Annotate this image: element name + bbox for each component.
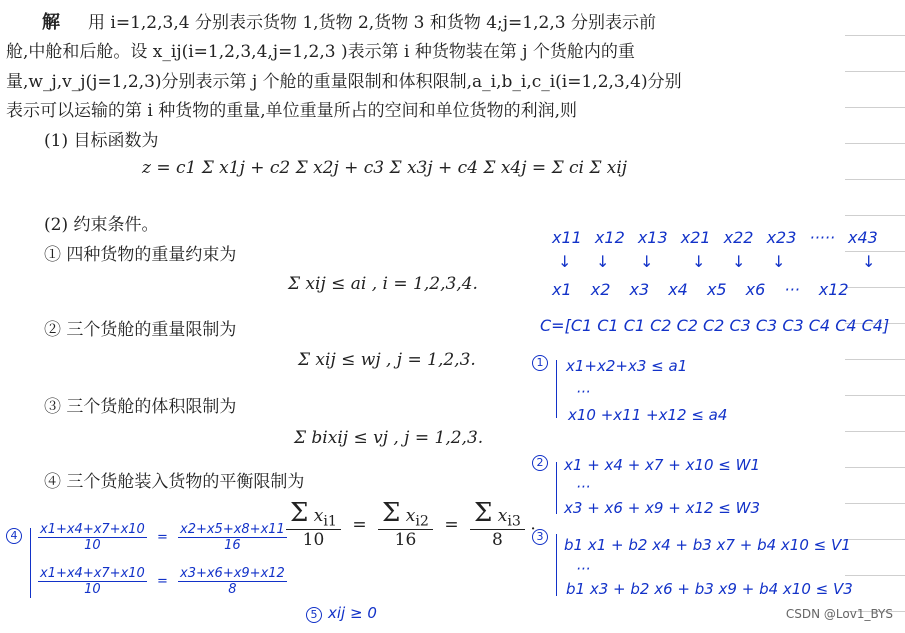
down-arrow-icon: ↓ [596,252,610,271]
hand-n3-b: b1 x3 + b2 x6 + b3 x9 + b4 x10 ≤ V3 [566,580,853,598]
hand-mark-4: 4 [6,525,22,544]
hand-mark-5: 5 [306,604,322,623]
constraint-4-title: ④ 三个货舱装入货物的平衡限制为 [44,472,305,492]
hand-n1-a: x1+x2+x3 ≤ a1 [566,357,688,375]
hand-n3-a: b1 x1 + b2 x4 + b3 x7 + b4 x10 ≤ V1 [564,536,851,554]
down-arrow-icon: ↓ [558,252,572,271]
down-arrow-icon: ↓ [772,252,786,271]
constraint-3-formula: Σ bixij ≤ vj , j = 1,2,3. [294,428,484,448]
solution-line-4: 表示可以运输的第 i 种货物的重量,单位重量所占的空间和单位货物的利润,则 [6,101,578,121]
constraint-2-formula: Σ xij ≤ wj , j = 1,2,3. [298,350,476,370]
solution-line-2: 舱,中舱和后舱。设 x_ij(i=1,2,3,4,j=1,2,3 )表示第 i 种货物装在第 j 个货舱内的重 [6,42,635,62]
constraint-2-title: ② 三个货舱的重量限制为 [44,320,237,340]
balance-frac-2: $\frac{\Sigma x_{i2}}{16}$ [378,500,433,550]
objective-heading: (1) 目标函数为 [44,131,159,151]
hand-n2-a: x1 + x4 + x7 + x10 ≤ W1 [564,456,761,474]
constraint-3-title: ③ 三个货舱的体积限制为 [44,397,237,417]
hand-mark-2: 2 [532,452,548,471]
hand-n1-b: x10 +x11 +x12 ≤ a4 [568,406,728,424]
hand-balance-eq-2: $\frac{x1+x4+x7+x10}{10}$ = $\frac{x3+x6+x9+x12}{8}$ [40,566,285,597]
down-arrow-icon: ↓ [732,252,746,271]
hand-brace-2 [556,462,557,514]
solution-label: 解 [42,12,60,33]
hand-balance-eq-1: $\frac{x1+x4+x7+x10}{10}$ = $\frac{x2+x5+x8+x11}{16}$ [40,522,285,553]
constraint-1-title: ① 四种货物的重量约束为 [44,245,237,265]
balance-frac-1: $\frac{\Sigma x_{i1}}{10}$ [286,500,341,550]
hand-index-row: x1 x2 x3 x4 x5 x6 ··· x12 [552,280,849,299]
hand-brace-1 [556,360,557,418]
hand-brace-4 [30,528,31,598]
hand-n2-b: x3 + x6 + x9 + x12 ≤ W3 [564,499,761,517]
constraint-1-formula: Σ xij ≤ ai , i = 1,2,3,4. [288,274,478,294]
hand-brace-3 [556,534,557,596]
hand-mark-3: 3 [532,526,548,545]
hand-c-vector: C=[C1 C1 C1 C2 C2 C2 C3 C3 C3 C4 C4 C4] [540,316,890,335]
solution-line-3: 量,w_j,v_j(j=1,2,3)分别表示第 j 个舱的重量限制和体积限制,a_i,b_i,c_i(i=1,2,3,4)分别 [6,72,682,92]
hand-n2-dots: ··· [576,478,591,496]
watermark: CSDN @Lov1_BYS [785,607,893,621]
hand-n5: xij ≥ 0 [328,604,377,622]
hand-n3-dots: ··· [576,560,591,578]
hand-n1-dots: ··· [576,383,591,401]
hand-mark-1: 1 [532,352,548,371]
hand-var-row: x11 x12 x13 x21 x22 x23 ····· x43 [552,228,878,247]
solution-line-1: 用 i=1,2,3,4 分别表示货物 1,货物 2,货物 3 和货物 4;j=1,2,3 分别表示前 [88,13,656,33]
down-arrow-icon: ↓ [640,252,654,271]
objective-formula: z = c1 Σ x1j + c2 Σ x2j + c3 Σ x3j + c4 Σ x4j = Σ ci Σ xij [142,158,628,178]
constraints-heading: (2) 约束条件。 [44,215,159,235]
down-arrow-icon: ↓ [862,252,876,271]
balance-frac-3: $\frac{\Sigma x_{i3}}{8}$ [470,500,525,550]
constraint-4-formula: $\frac{\Sigma x_{i1}}{10}$ = $\frac{\Sigma x_{i2}}{16}$ = $\frac{\Sigma x_{i3}}{8}$ . [286,500,536,550]
down-arrow-icon: ↓ [692,252,706,271]
